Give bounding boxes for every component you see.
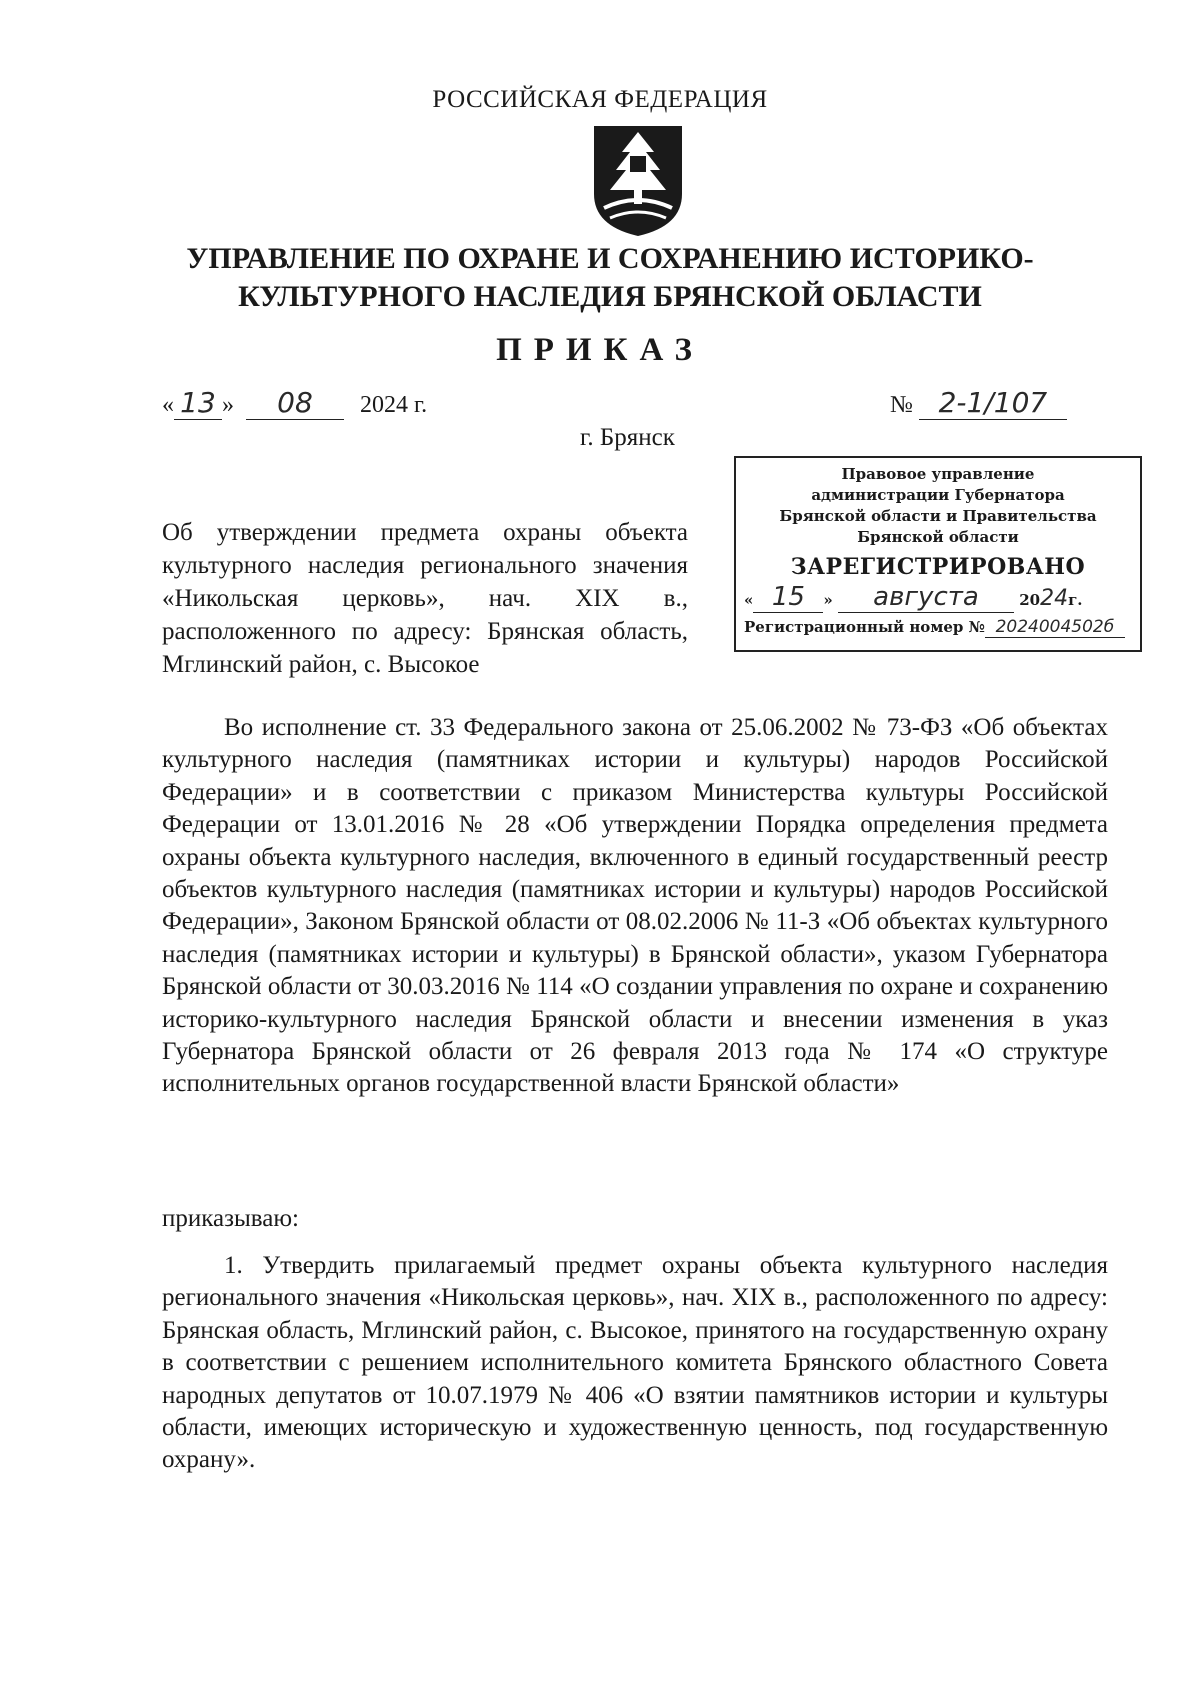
stamp-year-unit: г. — [1068, 591, 1083, 609]
registration-stamp — [734, 456, 1142, 652]
quote-open: « — [162, 392, 174, 418]
preamble-paragraph: Во исполнение ст. 33 Федерального закона от 25.06.2002 № 73-ФЗ «Об объектах культурного наследия (памятниках истории и культуры) народов Российской Федерации» и в соответствии с приказом Министерства культуры Российской Федерации от 13.01.2016 № 28 «Об утверждении Порядка определения предмета охраны объекта культурного наследия, включенного в единый государственный реестр объектов культурного наследия (памятниках истории и культуры) народов Российской Федерации», Законом Брянской области от 08.02.2006 № 11-З «Об объектах культурного наследия (памятниках истории и культуры) в Брянской области», указом Губернатора Брянской области от 30.03.2016 № 114 «О создании управления по охране и сохранению историко-культурного наследия Брянской области и внесении изменения в указ Губернатора Брянской области от 26 февраля 2013 года № 174 «О структуре исполнительных органов государственной власти Брянской области» — [162, 714, 1108, 1098]
stamp-line1: Правовое управление — [841, 465, 1035, 483]
coat-of-arms-icon — [590, 122, 686, 240]
stamp-date: « 15 » августа 2024г. — [744, 582, 1083, 612]
stamp-registered: ЗАРЕГИСТРИРОВАНО — [790, 554, 1086, 580]
order-word: приказываю: — [162, 1205, 299, 1232]
stamp-authority — [736, 464, 1140, 548]
stamp-regnum-label: Регистрационный номер № — [744, 618, 985, 636]
agency-name — [150, 240, 1070, 316]
stamp-line2: администрации Губернатора — [811, 486, 1065, 504]
stamp-regnum — [736, 617, 1140, 638]
order-date — [162, 386, 427, 422]
number-label: № — [890, 392, 913, 418]
order-subject: Об утверждении предмета охраны объекта культурного наследия регионального значения «Никольская церковь», нач. XIX в., расположенного по адресу: Брянская область, Мглинский район, с. Высокое — [162, 519, 688, 678]
stamp-month: августа — [838, 582, 1014, 613]
order-number-value: 2-1/107 — [919, 386, 1067, 420]
stamp-line4: Брянской области — [857, 528, 1019, 546]
stamp-line3: Брянской области и Правительства — [779, 507, 1097, 525]
agency-name-line1: УПРАВЛЕНИЕ ПО ОХРАНЕ И СОХРАНЕНИЮ ИСТОРИКО- — [186, 242, 1034, 275]
stamp-year-prefix: 20 — [1019, 591, 1041, 609]
order-city: г. Брянск — [580, 424, 675, 451]
document-type-title: ПРИКАЗ — [496, 332, 704, 368]
order-year: 2024 г. — [360, 392, 428, 418]
stamp-year-suffix: 24 — [1040, 586, 1069, 611]
quote-close: » — [222, 392, 234, 418]
stamp-regnum-value: 2024004502б — [985, 617, 1125, 638]
order-number — [890, 386, 1067, 420]
agency-name-line2: КУЛЬТУРНОГО НАСЛЕДИЯ БРЯНСКОЙ ОБЛАСТИ — [238, 280, 982, 313]
order-item-1: 1. Утвердить прилагаемый предмет охраны объекта культурного наследия регионального значения «Никольская церковь», нач. XIX в., расположенного по адресу: Брянская область, Мглинский район, с. Высокое, принятого на государственную охрану в соответствии с решением исполнительного комитета Брянского областного Совета народных депутатов от 10.07.1979 № 406 «О взятии памятников истории и культуры области, имеющих историческую и художественную ценность, под государственную охрану». — [162, 1252, 1108, 1474]
order-day: 13 — [174, 386, 222, 420]
order-month: 08 — [246, 386, 344, 420]
country-header: РОССИЙСКАЯ ФЕДЕРАЦИЯ — [432, 86, 768, 113]
stamp-day: 15 — [753, 582, 823, 613]
